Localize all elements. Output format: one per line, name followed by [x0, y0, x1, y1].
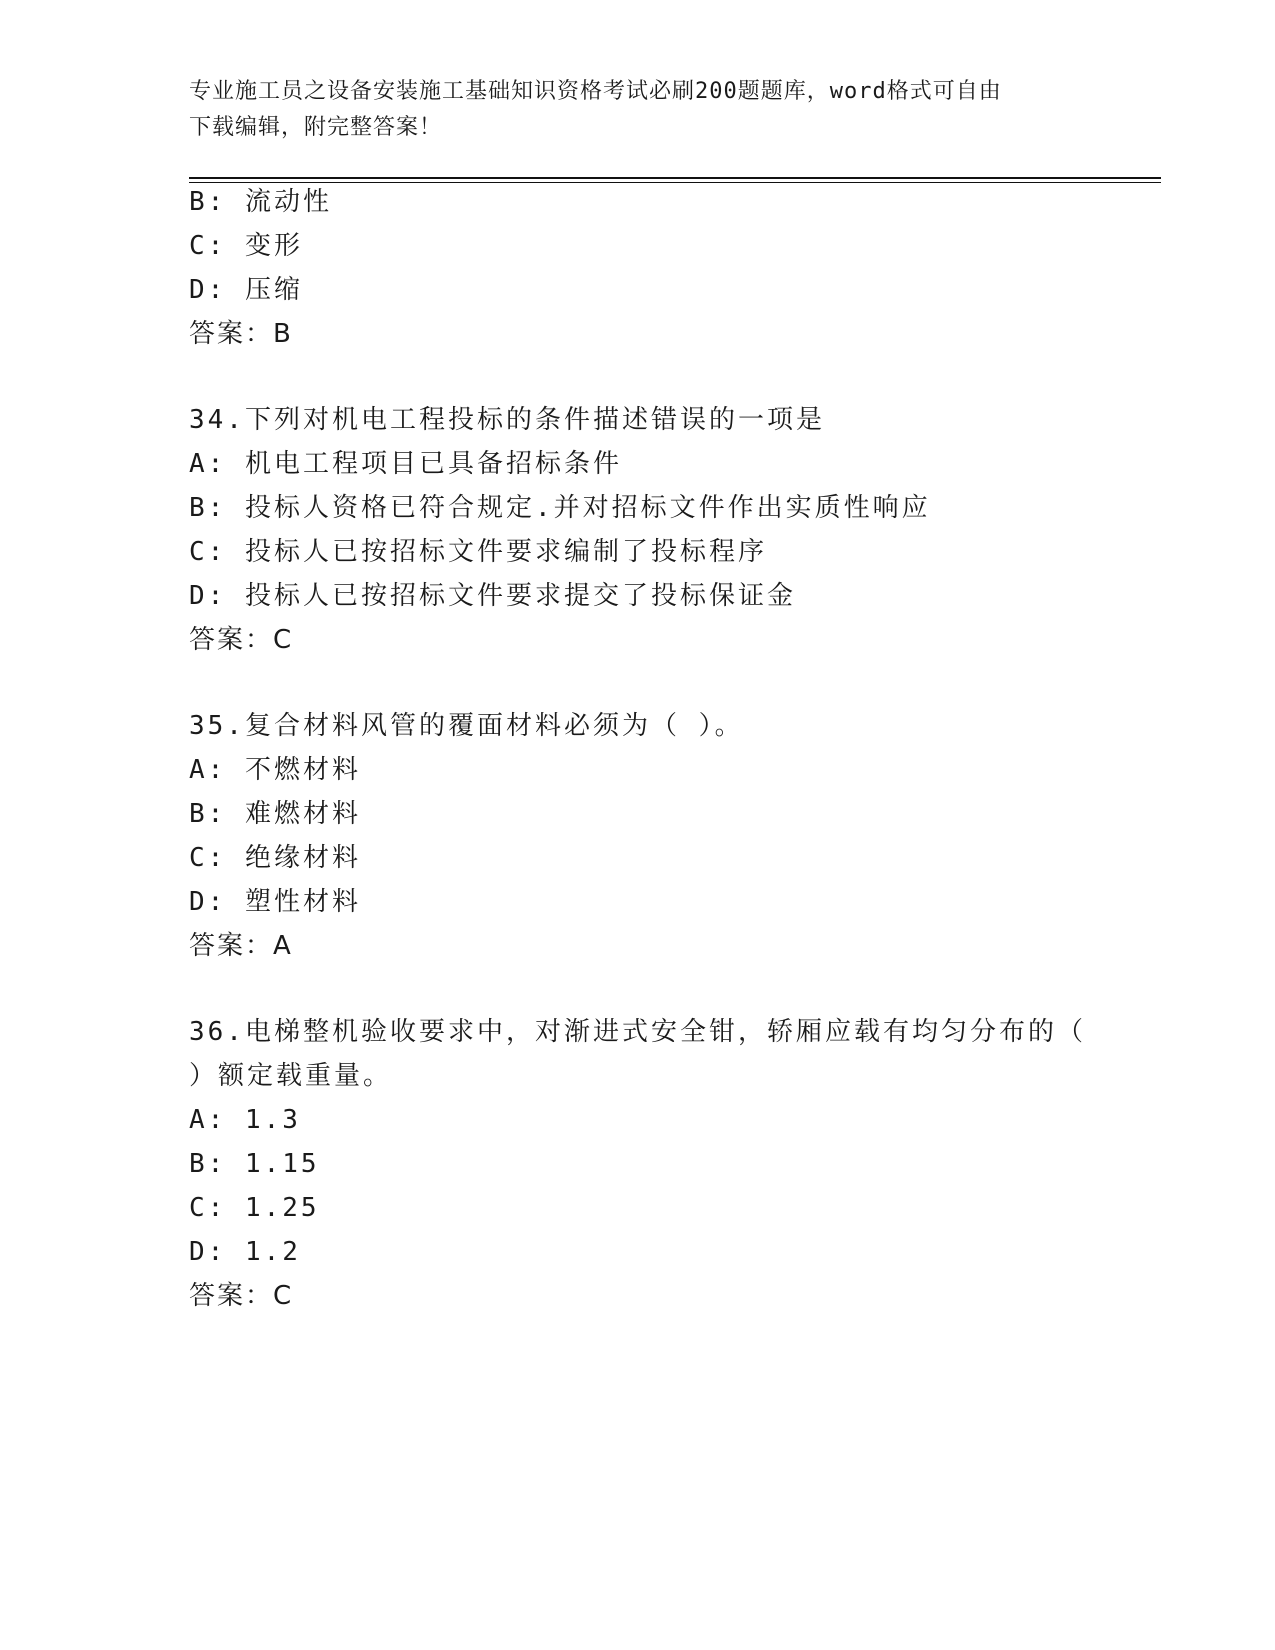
q36-option-b: B: 1.15: [189, 1149, 320, 1179]
q35-stem: 35.复合材料风管的覆面材料必须为（ ）。: [189, 711, 744, 741]
q34-stem: 34.下列对机电工程投标的条件描述错误的一项是: [189, 405, 825, 435]
document-header: [189, 74, 1089, 146]
header-divider-thin: [189, 182, 1161, 183]
q34-option-b: B: 投标人资格已符合规定.并对招标文件作出实质性响应: [189, 493, 931, 523]
header-title-line-1: 专业施工员之设备安装施工基础知识资格考试必刷200题题库，word格式可自由: [189, 79, 1002, 104]
q35-option-d: D: 塑性材料: [189, 887, 361, 917]
q33-option-b: B: 流动性: [189, 187, 332, 217]
q35-option-c: C: 绝缘材料: [189, 843, 361, 873]
q34-option-a: A: 机电工程项目已具备招标条件: [189, 449, 622, 479]
q33-option-c: C: 变形: [189, 231, 303, 261]
q33-answer: 答案：B: [189, 319, 293, 349]
q34-option-c: C: 投标人已按招标文件要求编制了投标程序: [189, 537, 767, 567]
q33-option-d: D: 压缩: [189, 275, 303, 305]
q36-stem-line-2: ）额定载重量。: [189, 1061, 393, 1091]
q36-option-c: C: 1.25: [189, 1193, 320, 1223]
q36-answer: 答案：C: [189, 1281, 294, 1311]
q35-option-a: A: 不燃材料: [189, 755, 361, 785]
header-title-line-2: 下载编辑，附完整答案！: [189, 115, 443, 140]
q34-option-d: D: 投标人已按招标文件要求提交了投标保证金: [189, 581, 796, 611]
q35-answer: 答案：A: [189, 931, 293, 961]
q36-stem-line-1: 36.电梯整机验收要求中，对渐进式安全钳，轿厢应载有均匀分布的（: [189, 1017, 1086, 1047]
q34-answer: 答案：C: [189, 625, 294, 655]
q35-option-b: B: 难燃材料: [189, 799, 361, 829]
q36-option-d: D: 1.2: [189, 1237, 301, 1267]
q36-option-a: A: 1.3: [189, 1105, 301, 1135]
header-divider-thick: [189, 177, 1161, 179]
